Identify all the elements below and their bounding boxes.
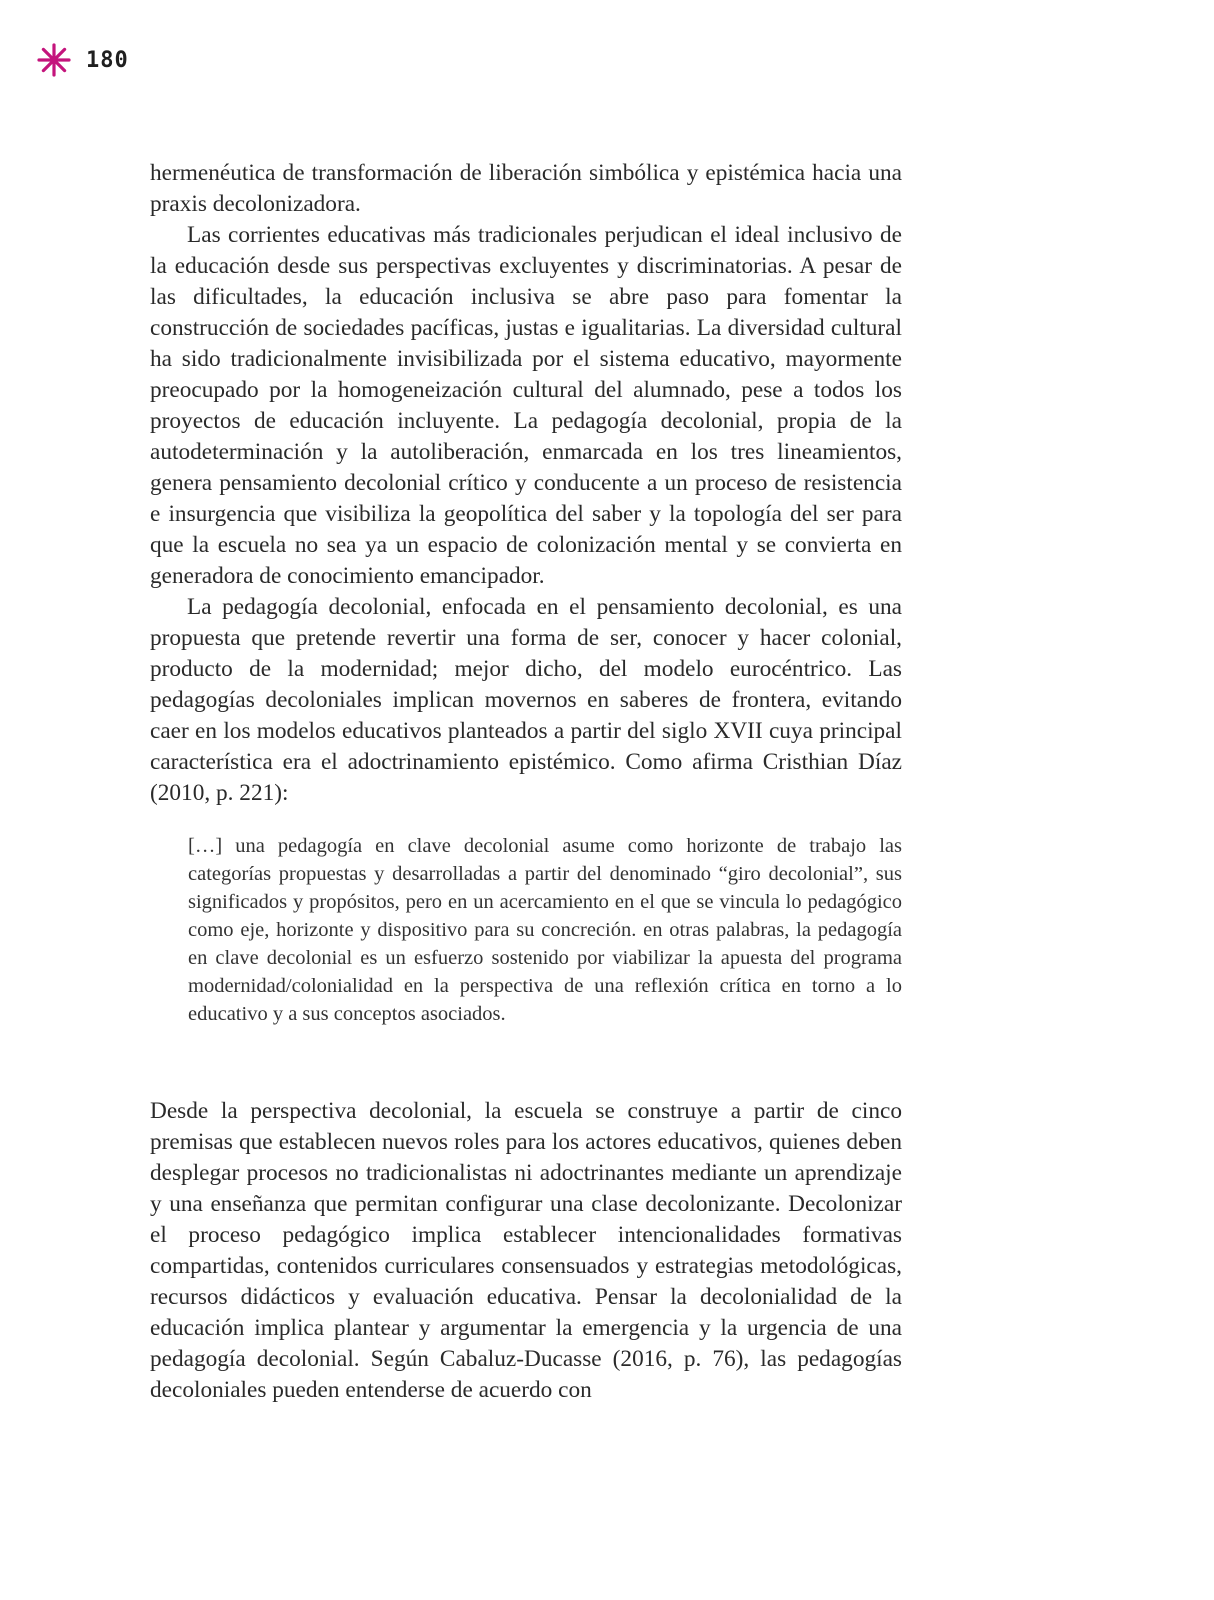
main-text-top bbox=[150, 158, 902, 809]
main-text-bottom bbox=[150, 1096, 902, 1406]
paragraph: Desde la perspectiva decolonial, la escuela se construye a partir de cinco premisas que establecen nuevos roles para los actores educativos, quienes deben desplegar procesos no tradicionalistas ni adoctrinantes mediante un aprendizaje y una enseñanza que permitan configurar una clase decolonizante. Decolonizar el proceso pedagógico implica establecer intencionalidades formativas compartidas, contenidos curriculares consensuados y estrategias metodológicas, recursos didácticos y evaluación educativa. Pensar la decolonialidad de la educación implica plantear y argumentar la emergencia y la urgencia de una pedagogía decolonial. Según Cabaluz-Ducasse (2016, p. 76), las pedagogías decoloniales pueden entenderse de acuerdo con bbox=[150, 1098, 902, 1403]
paragraph: Las corrientes educativas más tradicionales perjudican el ideal inclusivo de la educación desde sus perspectivas excluyentes y discriminatorias. A pesar de las dificultades, la educación inclusiva se abre paso para fomentar la construcción de sociedades pacíficas, justas e igualitarias. La diversidad cultural ha sido tradicionalmente invisibilizada por el sistema educativo, mayormente preocupado por la homogeneización cultural del alumnado, pese a todos los proyectos de educación incluyente. La pedagogía decolonial, propia de la autodeterminación y la autoliberación, enmarcada en los tres lineamientos, genera pensamiento decolonial crítico y conducente a un proceso de resistencia e insurgencia que visibiliza la geopolítica del saber y la topología del ser para que la escuela no sea ya un espacio de colonización mental y se convierta en generadora de conocimiento emancipador. bbox=[150, 222, 902, 589]
asterisk-icon bbox=[36, 42, 72, 78]
page-header bbox=[36, 42, 129, 78]
block-quote: […] una pedagogía en clave decolonial asume como horizonte de trabajo las categorías propuestas y desarrolladas a partir del denominado “giro decolonial”, sus significados y propósitos, pero en un acercamiento en el que se vincula lo pedagógico como eje, horizonte y dispositivo para su concreción. en otras palabras, la pedagogía en clave decolonial es un esfuerzo sostenido por viabilizar la apuesta del programa modernidad/colonialidad en la perspectiva de una reflexión crítica en torno a lo educativo y a sus conceptos asociados. bbox=[188, 835, 902, 1025]
page-number: 180 bbox=[86, 47, 129, 73]
paragraph-continuation: hermenéutica de transformación de liberación simbólica y epistémica hacia una praxis decolonizadora. bbox=[150, 160, 902, 217]
paragraph: La pedagogía decolonial, enfocada en el pensamiento decolonial, es una propuesta que pretende revertir una forma de ser, conocer y hacer colonial, producto de la modernidad; mejor dicho, del modelo eurocéntrico. Las pedagogías decoloniales implican movernos en saberes de frontera, evitando caer en los modelos educativos planteados a partir del siglo XVII cuya principal característica era el adoctrinamiento epistémico. Como afirma Cristhian Díaz (2010, p. 221): bbox=[150, 594, 902, 806]
